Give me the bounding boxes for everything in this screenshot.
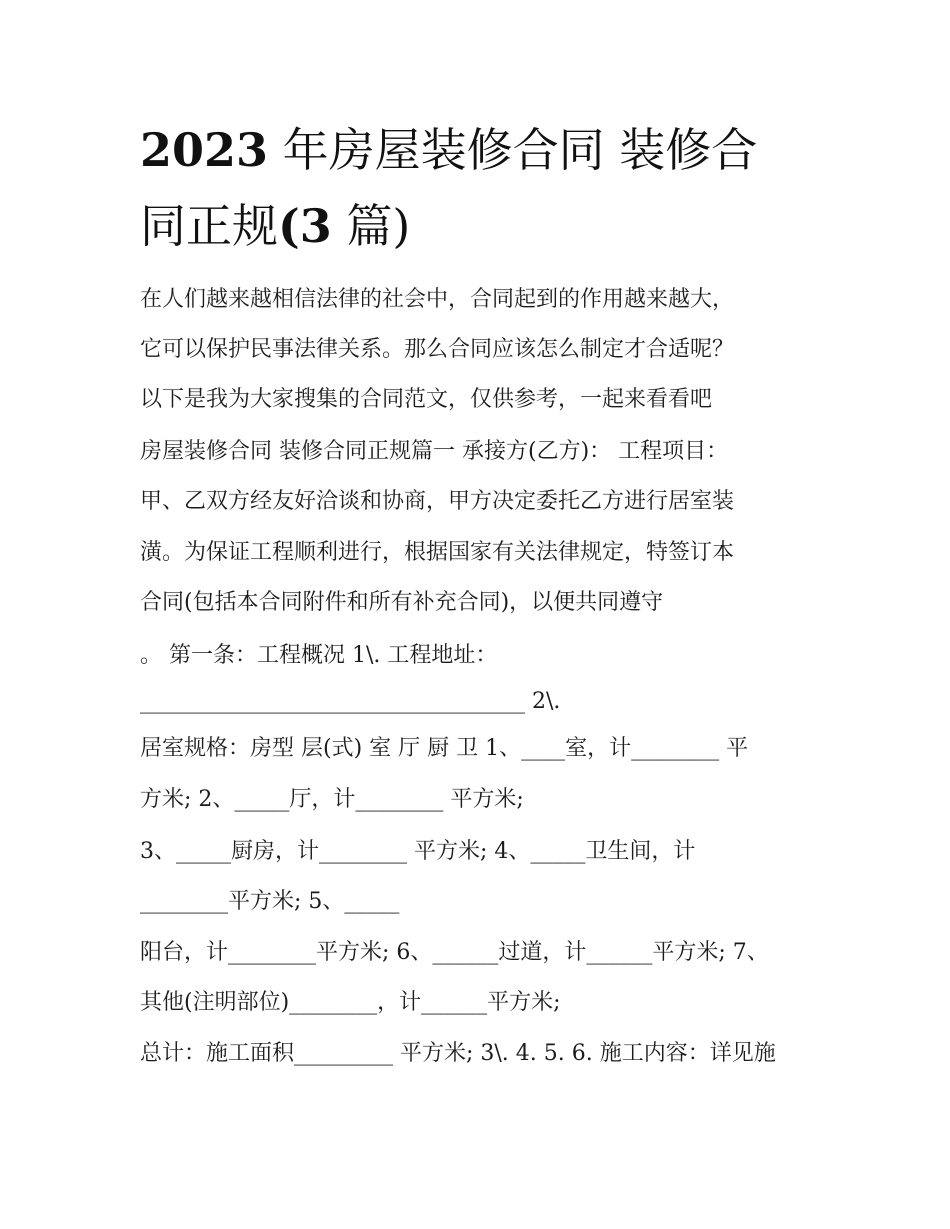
- title-line-1: [140, 123, 757, 177]
- title-line-1-text: 年房屋装修合同 装修合: [268, 123, 758, 177]
- title-line-2: [140, 199, 410, 253]
- body-line: 房屋装修合同 装修合同正规篇一 承接方(乙方)： 工程项目：: [140, 439, 729, 464]
- body-line: 阳台，计________平方米; 6、______过道，计______平方米; 7、: [140, 940, 769, 965]
- body-line: ___________________________________ 2\.: [140, 689, 561, 714]
- body-line: 居室规格：房型 层(式) 室 厅 厨 卫 1、____室，计________ 平: [140, 736, 749, 761]
- document-title: [140, 112, 840, 264]
- title-year: 2023: [140, 123, 269, 177]
- body-line: 其他(注明部位)________，计______平方米;: [140, 990, 561, 1015]
- title-line-2-text: 同正规: [140, 199, 278, 253]
- body-line: 在人们越来越相信法律的社会中，合同起到的作用越来越大，: [140, 287, 735, 312]
- body-line: 以下是我为大家搜集的合同范文，仅供参考，一起来看看吧: [140, 387, 713, 412]
- body-line: ________平方米; 5、_____: [140, 889, 400, 914]
- body-line: 方米; 2、_____厅，计________ 平方米;: [140, 787, 524, 812]
- body-line: 。 第一条：工程概况 1\. 工程地址：: [140, 643, 498, 668]
- body-line: 总计：施工面积_________ 平方米; 3\. 4. 5. 6. 施工内容：详见施: [140, 1041, 776, 1066]
- body-line: 3、_____厨房，计________ 平方米; 4、_____卫生间，计: [140, 839, 696, 864]
- body-line: 甲、乙双方经友好洽谈和协商，甲方决定委托乙方进行居室装: [140, 489, 735, 514]
- title-count: (3: [278, 199, 332, 253]
- body-line: 它可以保护民事法律关系。那么合同应该怎么制定才合适呢？: [140, 337, 735, 362]
- body-line: 潢。为保证工程顺利进行，根据国家有关法律规定，特签订本: [140, 540, 735, 565]
- title-line-2-end: 篇): [331, 199, 411, 253]
- body-line: 合同(包括本合同附件和所有补充合同)，以便共同遵守: [140, 590, 664, 615]
